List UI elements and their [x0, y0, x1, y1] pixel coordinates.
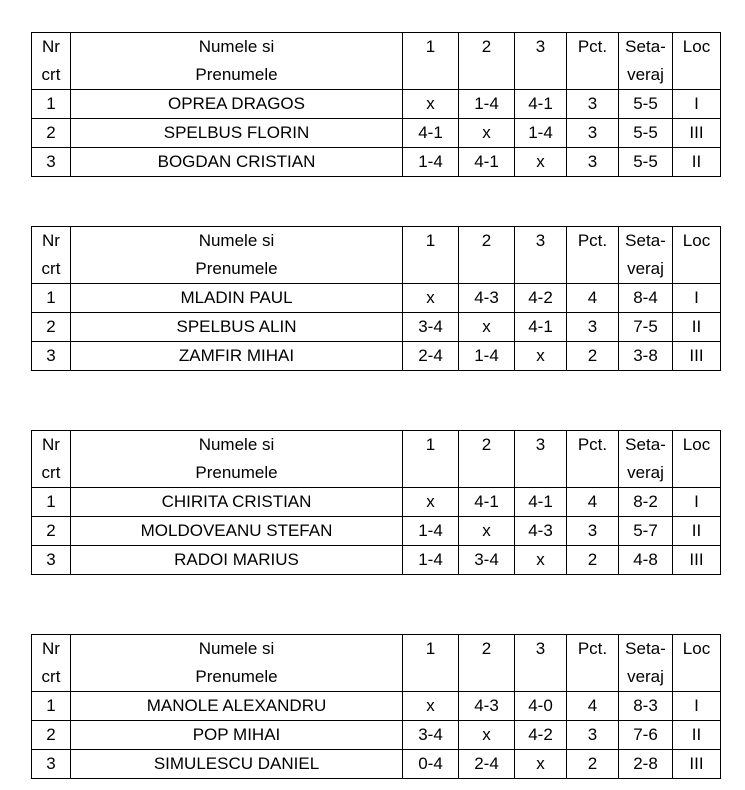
table-row — [32, 342, 721, 371]
header-round-3: 3 — [515, 33, 567, 90]
cell-place: II — [673, 721, 721, 750]
cell-round-2: 3-4 — [459, 546, 515, 575]
cell-points: 4 — [567, 488, 619, 517]
cell-points: 2 — [567, 546, 619, 575]
header-round-1: 1 — [403, 33, 459, 90]
group-table-1 — [31, 32, 721, 177]
cell-name: ZAMFIR MIHAI — [71, 342, 403, 371]
cell-points: 2 — [567, 342, 619, 371]
table-row — [32, 692, 721, 721]
cell-place: I — [673, 488, 721, 517]
table-row — [32, 750, 721, 779]
cell-nr: 2 — [32, 721, 71, 750]
cell-points: 3 — [567, 517, 619, 546]
header-points: Pct. — [567, 33, 619, 90]
cell-set-ratio: 4-8 — [619, 546, 673, 575]
cell-points: 3 — [567, 313, 619, 342]
cell-set-ratio: 8-4 — [619, 284, 673, 313]
header-row — [32, 227, 721, 284]
cell-place: I — [673, 284, 721, 313]
header-place: Loc — [673, 635, 721, 692]
cell-round-1: 1-4 — [403, 546, 459, 575]
header-round-2: 2 — [459, 635, 515, 692]
cell-points: 3 — [567, 721, 619, 750]
cell-round-3: 4-1 — [515, 90, 567, 119]
cell-set-ratio: 8-2 — [619, 488, 673, 517]
cell-nr: 2 — [32, 313, 71, 342]
header-row — [32, 33, 721, 90]
cell-round-1: 1-4 — [403, 517, 459, 546]
header-row — [32, 635, 721, 692]
cell-nr: 1 — [32, 90, 71, 119]
header-nr: Nr crt — [32, 33, 71, 90]
cell-round-1: x — [403, 284, 459, 313]
cell-place: II — [673, 517, 721, 546]
header-round-2: 2 — [459, 33, 515, 90]
cell-round-2: 4-3 — [459, 692, 515, 721]
cell-points: 4 — [567, 284, 619, 313]
cell-nr: 2 — [32, 119, 71, 148]
cell-name: MLADIN PAUL — [71, 284, 403, 313]
cell-round-3: 4-2 — [515, 721, 567, 750]
cell-place: I — [673, 90, 721, 119]
cell-nr: 3 — [32, 750, 71, 779]
cell-set-ratio: 2-8 — [619, 750, 673, 779]
table-row — [32, 546, 721, 575]
table-row — [32, 119, 721, 148]
table-row — [32, 148, 721, 177]
cell-name: MANOLE ALEXANDRU — [71, 692, 403, 721]
cell-name: SPELBUS ALIN — [71, 313, 403, 342]
cell-nr: 3 — [32, 148, 71, 177]
header-round-1: 1 — [403, 431, 459, 488]
cell-round-3: x — [515, 148, 567, 177]
cell-nr: 1 — [32, 692, 71, 721]
cell-round-3: 4-1 — [515, 313, 567, 342]
group-table-3 — [31, 430, 721, 575]
header-place: Loc — [673, 33, 721, 90]
cell-name: SPELBUS FLORIN — [71, 119, 403, 148]
cell-nr: 3 — [32, 342, 71, 371]
cell-place: I — [673, 692, 721, 721]
header-set-ratio: Seta- veraj — [619, 635, 673, 692]
cell-set-ratio: 7-5 — [619, 313, 673, 342]
cell-round-2: 4-1 — [459, 148, 515, 177]
header-round-2: 2 — [459, 227, 515, 284]
cell-set-ratio: 5-5 — [619, 148, 673, 177]
cell-set-ratio: 7-6 — [619, 721, 673, 750]
cell-round-3: x — [515, 750, 567, 779]
cell-round-2: x — [459, 517, 515, 546]
header-round-3: 3 — [515, 431, 567, 488]
cell-round-1: x — [403, 692, 459, 721]
cell-name: POP MIHAI — [71, 721, 403, 750]
header-round-3: 3 — [515, 227, 567, 284]
cell-nr: 2 — [32, 517, 71, 546]
cell-round-1: 2-4 — [403, 342, 459, 371]
cell-round-1: 0-4 — [403, 750, 459, 779]
cell-round-1: 3-4 — [403, 721, 459, 750]
cell-points: 3 — [567, 119, 619, 148]
cell-round-3: x — [515, 546, 567, 575]
header-round-1: 1 — [403, 635, 459, 692]
header-nr: Nr crt — [32, 227, 71, 284]
table-row — [32, 90, 721, 119]
cell-round-3: 4-0 — [515, 692, 567, 721]
cell-name: BOGDAN CRISTIAN — [71, 148, 403, 177]
header-points: Pct. — [567, 635, 619, 692]
cell-round-1: 1-4 — [403, 148, 459, 177]
cell-round-2: x — [459, 721, 515, 750]
header-name: Numele si Prenumele — [71, 227, 403, 284]
header-nr: Nr crt — [32, 431, 71, 488]
cell-name: MOLDOVEANU STEFAN — [71, 517, 403, 546]
header-round-2: 2 — [459, 431, 515, 488]
cell-round-2: x — [459, 119, 515, 148]
cell-set-ratio: 5-5 — [619, 90, 673, 119]
cell-round-3: 4-3 — [515, 517, 567, 546]
table-row — [32, 313, 721, 342]
header-set-ratio: Seta- veraj — [619, 431, 673, 488]
header-round-3: 3 — [515, 635, 567, 692]
header-set-ratio: Seta- veraj — [619, 33, 673, 90]
table-row — [32, 284, 721, 313]
header-name: Numele si Prenumele — [71, 33, 403, 90]
header-place: Loc — [673, 431, 721, 488]
cell-round-2: 4-1 — [459, 488, 515, 517]
cell-set-ratio: 3-8 — [619, 342, 673, 371]
header-points: Pct. — [567, 431, 619, 488]
cell-place: III — [673, 119, 721, 148]
cell-round-2: 1-4 — [459, 342, 515, 371]
cell-round-2: 2-4 — [459, 750, 515, 779]
cell-round-1: 3-4 — [403, 313, 459, 342]
header-name: Numele si Prenumele — [71, 431, 403, 488]
cell-round-3: 4-2 — [515, 284, 567, 313]
cell-name: RADOI MARIUS — [71, 546, 403, 575]
cell-round-3: x — [515, 342, 567, 371]
header-row — [32, 431, 721, 488]
header-points: Pct. — [567, 227, 619, 284]
cell-place: III — [673, 342, 721, 371]
cell-set-ratio: 5-7 — [619, 517, 673, 546]
cell-place: III — [673, 750, 721, 779]
cell-points: 2 — [567, 750, 619, 779]
cell-round-2: 4-3 — [459, 284, 515, 313]
cell-set-ratio: 5-5 — [619, 119, 673, 148]
cell-name: OPREA DRAGOS — [71, 90, 403, 119]
cell-place: II — [673, 148, 721, 177]
cell-place: II — [673, 313, 721, 342]
cell-points: 3 — [567, 148, 619, 177]
header-round-1: 1 — [403, 227, 459, 284]
cell-round-3: 4-1 — [515, 488, 567, 517]
cell-place: III — [673, 546, 721, 575]
cell-nr: 1 — [32, 284, 71, 313]
cell-round-3: 1-4 — [515, 119, 567, 148]
cell-name: SIMULESCU DANIEL — [71, 750, 403, 779]
table-row — [32, 488, 721, 517]
table-row — [32, 721, 721, 750]
cell-nr: 3 — [32, 546, 71, 575]
header-nr: Nr crt — [32, 635, 71, 692]
cell-points: 3 — [567, 90, 619, 119]
group-table-4 — [31, 634, 721, 779]
cell-name: CHIRITA CRISTIAN — [71, 488, 403, 517]
cell-round-2: x — [459, 313, 515, 342]
header-name: Numele si Prenumele — [71, 635, 403, 692]
cell-round-1: x — [403, 90, 459, 119]
cell-round-1: 4-1 — [403, 119, 459, 148]
table-row — [32, 517, 721, 546]
group-table-2 — [31, 226, 721, 371]
cell-nr: 1 — [32, 488, 71, 517]
header-set-ratio: Seta- veraj — [619, 227, 673, 284]
cell-points: 4 — [567, 692, 619, 721]
cell-round-1: x — [403, 488, 459, 517]
cell-round-2: 1-4 — [459, 90, 515, 119]
cell-set-ratio: 8-3 — [619, 692, 673, 721]
header-place: Loc — [673, 227, 721, 284]
